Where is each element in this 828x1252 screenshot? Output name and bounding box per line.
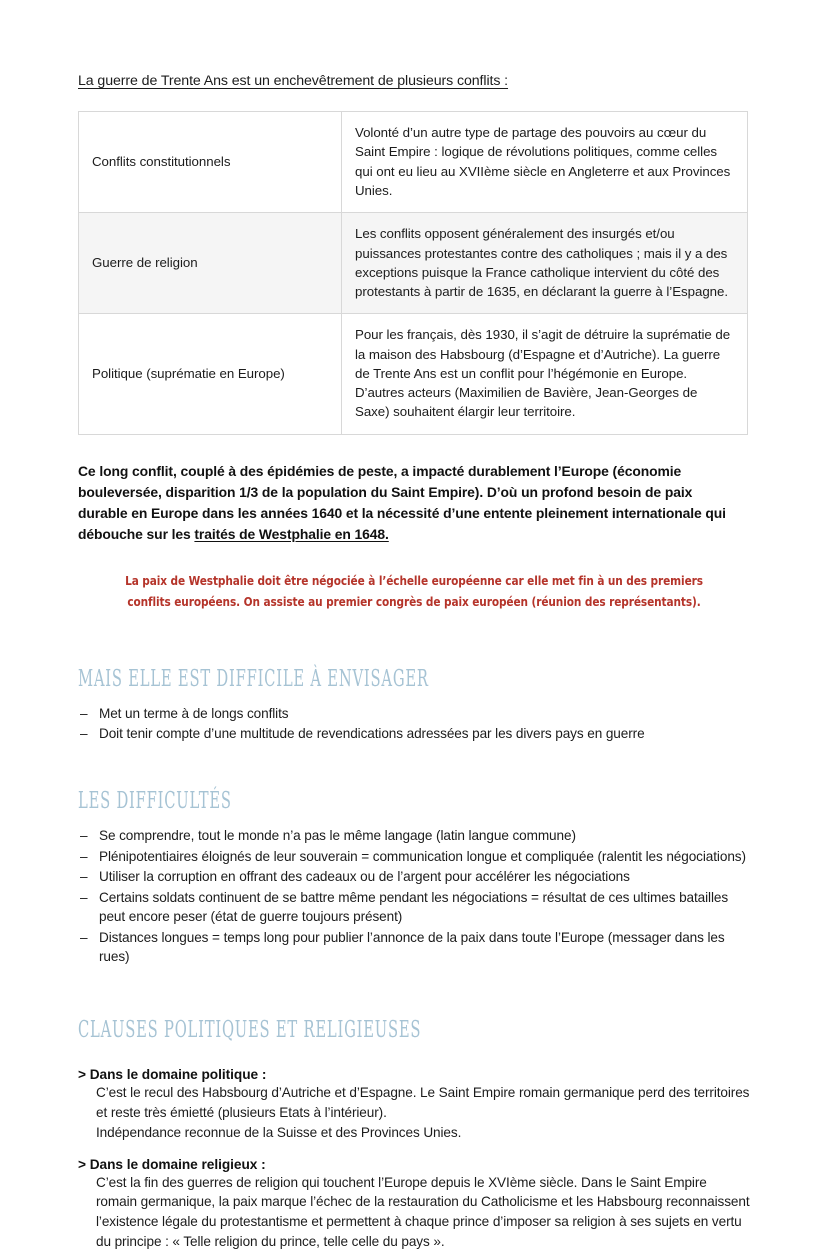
clause-body <box>96 1083 750 1143</box>
intro-title: La guerre de Trente Ans est un enchevêtrement de plusieurs conflits : <box>78 73 509 89</box>
table-cell-description: Volonté d’un autre type de partage des pouvoirs au cœur du Saint Empire : logique de révolutions politiques, comme celles qui ont eu lieu au XVIIème siècle en Angleterre et aux Provinces Unies. <box>342 112 748 213</box>
list-item: – Met un terme à de longs conflits <box>78 704 750 724</box>
bullet-list-difficultes <box>78 826 750 967</box>
conflicts-table <box>78 111 748 434</box>
clause-body <box>96 1173 750 1252</box>
chevron-right-icon: > <box>78 1156 86 1172</box>
section-heading-slot <box>78 1015 750 1049</box>
section-heading-slot <box>78 786 750 820</box>
clause-paragraph: C’est la fin des guerres de religion qui touchent l’Europe depuis le XVIème siècle. Dans le Saint Empire romain germanique, la paix marque l’échec de la restauration du Catholicisme et les Habsbourg reconnaissent l’existence légale du protestantisme et permettent à chaque prince d’imposer sa religion à ses sujets en vertu du principe : « Telle religion du prince, telle celle du pays ». <box>96 1174 750 1250</box>
chevron-right-icon: > <box>78 1066 86 1082</box>
table-row <box>79 314 748 434</box>
table-row <box>79 213 748 314</box>
red-highlight-note: La paix de Westphalie doit être négociée à l’échelle européenne car elle met fin à un des premiers conflits européens. On assiste au premier congrès de paix européen (réunion des représentants). <box>125 573 703 609</box>
bullet-list-difficile <box>78 704 750 744</box>
section-heading-mais-elle-est-difficile: MAIS ELLE EST DIFFICILE À ENVISAGER <box>78 664 429 692</box>
list-item: – Utiliser la corruption en offrant des cadeaux ou de l’argent pour accélérer les négociations <box>78 867 750 887</box>
conflicts-table-body <box>79 112 748 434</box>
emphasis-text: Ce long conflit, couplé à des épidémies de peste, a impacté durablement l’Europe (économie bouleversée, disparition 1/3 de la population du Saint Empire). D’où un profond besoin de paix durable en Europe dans les années 1640 et la nécessité d’une entente pleinement internationale qui débouche sur les <box>78 462 726 542</box>
list-item: – Se comprendre, tout le monde n’a pas le même langage (latin langue commune) <box>78 826 750 846</box>
clause-paragraph: Indépendance reconnue de la Suisse et des Provinces Unies. <box>96 1124 462 1140</box>
clause-title-label: Dans le domaine politique : <box>89 1066 267 1082</box>
clause-title <box>78 1157 750 1172</box>
list-item: – Distances longues = temps long pour publier l’annonce de la paix dans toute l’Europe (messager dans les rues) <box>78 928 750 967</box>
table-cell-category: Politique (suprématie en Europe) <box>79 314 342 434</box>
list-item: – Plénipotentiaires éloignés de leur souverain = communication longue et compliquée (ralentit les négociations) <box>78 847 750 867</box>
table-cell-category: Conflits constitutionnels <box>79 112 342 213</box>
list-item: – Certains soldats continuent de se battre même pendant les négociations = résultat de ces ultimes batailles peut encore peser (état de guerre toujours présent) <box>78 888 750 927</box>
clause-paragraph: C’est le recul des Habsbourg d’Autriche et d’Espagne. Le Saint Empire romain germanique perd des territoires et reste très émietté (plusieurs Etats à l’intérieur). <box>96 1084 750 1120</box>
list-item: – Doit tenir compte d’une multitude de revendications adressées par les divers pays en guerre <box>78 724 750 744</box>
emphasis-underlined-text: traités de Westphalie en 1648. <box>194 526 389 542</box>
section-heading-slot <box>78 664 750 698</box>
section-heading-clauses-politiques-religieuses: CLAUSES POLITIQUES ET RELIGIEUSES <box>78 1015 422 1043</box>
clause-title-label: Dans le domaine religieux : <box>89 1156 266 1172</box>
clause-block-politique <box>78 1067 750 1143</box>
table-cell-description: Les conflits opposent généralement des insurgés et/ou puissances protestantes contre des catholiques ; mais il y a des exceptions puisque la France catholique intervient du côté des protestants à partir de 1635, en déclarant la guerre à l’Espagne. <box>342 213 748 314</box>
table-cell-description: Pour les français, dès 1930, il s’agit de détruire la suprématie de la maison des Habsbourg (d’Espagne et d’Autriche). La guerre de Trente Ans est un conflit pour l’hégémonie en Europe. D’autres acteurs (Maximilien de Bavière, Jean-Georges de Saxe) souhaitent élargir leur territoire. <box>342 314 748 434</box>
table-cell-category: Guerre de religion <box>79 213 342 314</box>
clause-title <box>78 1067 750 1082</box>
emphasis-paragraph <box>78 461 738 546</box>
section-heading-les-difficultes: LES DIFFICULTÉS <box>78 786 232 814</box>
table-row <box>79 112 748 213</box>
